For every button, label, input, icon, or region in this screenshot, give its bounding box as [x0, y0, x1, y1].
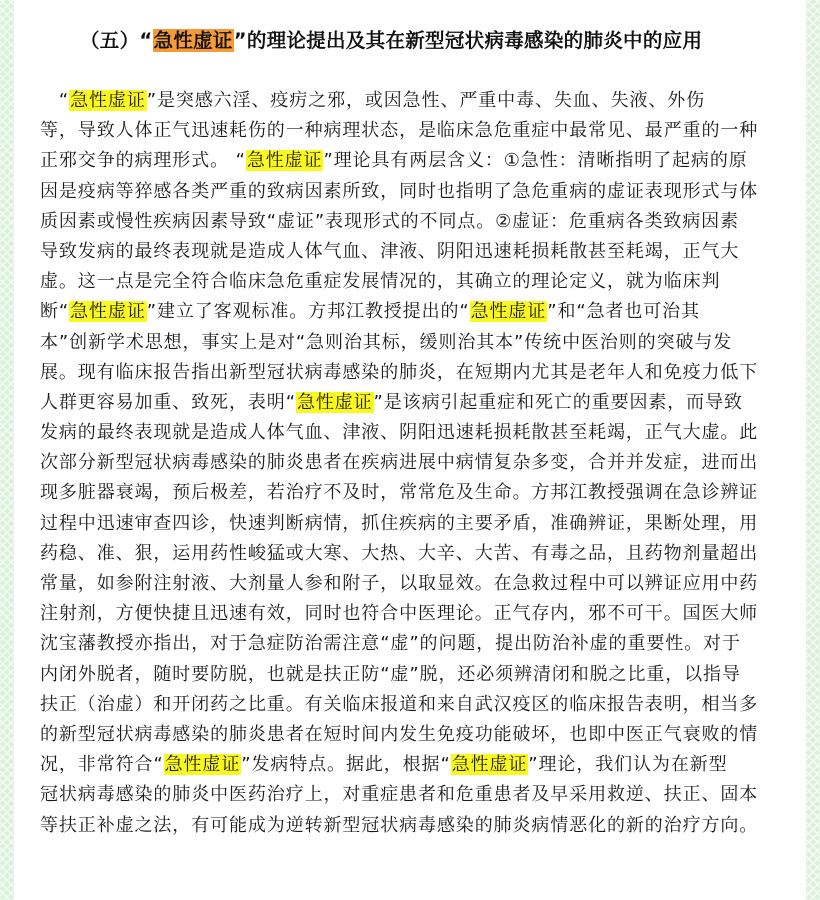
text-segment: ”发病特点。据此，根据“: [241, 754, 451, 776]
text-segment: 展。现有临床报告指出新型冠状病毒感染的肺炎，在短期内尤其是老年人和免疫力低下: [40, 361, 759, 383]
text-line: [40, 448, 780, 478]
text-segment: 虚。这一点是完全符合临床急危重症发展情况的，其确立的理论定义，就为临床判: [40, 271, 721, 293]
text-segment: 断“: [40, 301, 70, 323]
highlighted-term: 急性虚证: [246, 150, 323, 172]
text-line: [40, 297, 780, 327]
text-line: [40, 720, 780, 750]
text-line: [40, 86, 780, 116]
text-segment: 过程中迅速审查四诊，快速判断病情，抓住疾病的主要矛盾，准确辨证，果断处理，用: [40, 512, 759, 534]
text-segment: 常量，如参附注射液、大剂量人参和附子，以取显效。在急救过程中可以辨证应用中药: [40, 573, 759, 594]
highlighted-term: 急性虚证: [451, 754, 528, 776]
heading-suffix: ”的理论提出及其在新型冠状病毒感染的肺炎中的应用: [233, 29, 703, 52]
text-line: [40, 418, 780, 448]
text-line: [40, 146, 780, 176]
text-segment: 况，非常符合“: [40, 754, 164, 776]
highlighted-term: 急性虚证: [470, 301, 547, 323]
highlighted-term: 急性虚证: [70, 90, 146, 111]
text-line: [40, 750, 780, 780]
text-segment: ”建立了客观标准。方邦江教授提出的“: [146, 301, 470, 323]
text-segment: 注射剂，方便快捷且迅速有效，同时也符合中医理论。正气存内，邪不可干。国医大师: [40, 603, 759, 625]
text-line: [40, 207, 780, 237]
text-line: [40, 780, 780, 810]
heading-highlighted-term: 急性虚证: [153, 29, 233, 52]
text-line: [40, 509, 780, 539]
text-segment: 质因素或慢性疾病因素导致“虚证”表现形式的不同点。②虚证：危重病各类致病因素: [40, 210, 739, 232]
text-segment: 现多脏器衰竭，预后极差，若治疗不及时，常常危及生命。方邦江教授强调在急诊辨证: [40, 482, 759, 504]
text-line: [40, 267, 780, 297]
text-segment: 本”创新学术思想，事实上是对“急则治其标，缓则治其本”传统中医治则的突破与发: [40, 331, 733, 353]
text-segment: 扶正（治虚）和开闭药之比重。有关临床报道和来自武汉疫区的临床报告表明，相当多: [40, 693, 759, 715]
text-line: [40, 177, 780, 207]
highlighted-term: 急性虚证: [296, 391, 373, 413]
text-segment: 内闭外脱者，随时要防脱，也就是扶正防“虚”脱，还必须辨清闭和脱之比重，以指导: [40, 663, 741, 685]
body-paragraph: [40, 86, 780, 841]
text-segment: 等，导致人体正气迅速耗伤的一种病理状态，是临床急危重症中最常见、最严重的一种: [40, 120, 759, 142]
text-segment: 药稳、准、狠，运用药性峻猛或大寒、大热、大辛、大苦、有毒之品，且药物剂量超出: [40, 542, 759, 564]
text-segment: 等扶正补虚之法，有可能成为逆转新型冠状病毒感染的肺炎病情恶化的新的治疗方向。: [40, 814, 759, 836]
text-line: [40, 388, 780, 418]
article-panel: [14, 0, 806, 900]
text-line: [40, 660, 780, 690]
text-segment: ”和“急者也可治其: [547, 301, 700, 323]
text-segment: 沈宝藩教授亦指出，对于急症防治需注意“虚”的问题，提出防治补虚的重要性。对于: [40, 633, 741, 655]
text-segment: 人群更容易加重、致死，表明“: [40, 391, 296, 413]
text-segment: 冠状病毒感染的肺炎中医药治疗上，对重症患者和危重患者及早采用救逆、扶正、固本: [40, 784, 759, 806]
text-segment: 次部分新型冠状病毒感染的肺炎患者在疾病进展中病情复杂多变，合并并发症，进而出: [40, 452, 759, 474]
text-segment: ”理论，我们认为在新型: [528, 754, 728, 776]
highlighted-term: 急性虚证: [70, 301, 146, 323]
text-line: [40, 116, 780, 146]
text-line: [40, 599, 780, 629]
text-segment: “: [40, 90, 70, 111]
text-line: [40, 690, 780, 720]
text-line: [40, 358, 780, 388]
text-line: [40, 539, 780, 569]
text-segment: 因是疫病等猝感各类严重的致病因素所致，同时也指明了急危重病的虚证表现形式与体: [40, 180, 759, 202]
text-segment: ”是突感六淫、疫疠之邪，或因急性、严重中毒、失血、失液、外伤: [146, 90, 706, 111]
text-segment: 的新型冠状病毒感染的肺炎患者在短时间内发生免疫功能破坏，也即中医正气衰败的情: [40, 723, 759, 745]
text-line: [40, 569, 780, 599]
text-line: [40, 237, 780, 267]
text-line: [40, 811, 780, 841]
text-line: [40, 629, 780, 659]
highlighted-term: 急性虚证: [164, 754, 241, 776]
text-segment: ”是该病引起重症和死亡的重要因素，而导致: [373, 391, 743, 413]
text-segment: 发病的最终表现就是造成人体气血、津液、阴阳迅速耗损耗散甚至耗竭，正气大虚。此: [40, 422, 759, 444]
heading-prefix: （五）“: [80, 29, 153, 52]
text-line: [40, 328, 780, 358]
text-line: [40, 478, 780, 508]
text-segment: ”理论具有两层含义：①急性：清晰指明了起病的原: [323, 150, 748, 172]
text-segment: 导致发病的最终表现就是造成人体气血、津液、阴阳迅速耗损耗散甚至耗竭，正气大: [40, 240, 740, 262]
section-heading: [40, 24, 780, 58]
text-segment: 正邪交争的病理形式。 “: [40, 150, 246, 172]
